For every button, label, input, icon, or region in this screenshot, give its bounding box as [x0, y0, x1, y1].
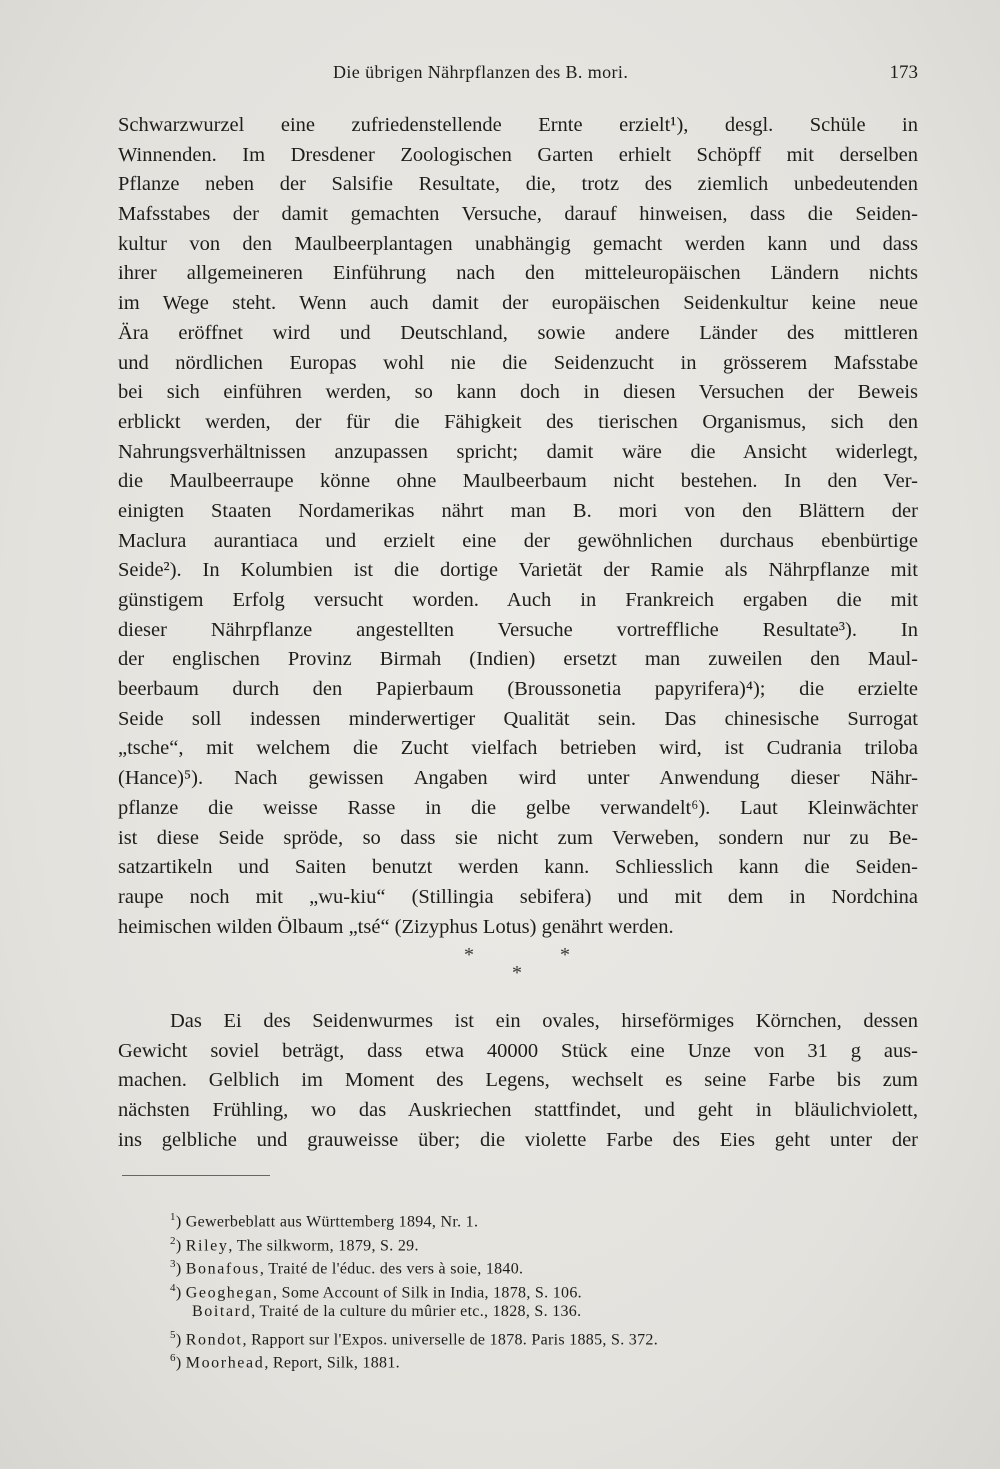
text-line: Seide²). In Kolumbien ist die dortige Varietät der Ramie als Nährpflanze mit — [118, 559, 918, 582]
footnote-1: $^1$) Gewerbeblatt aus Württemberg 1894, Nr. 1. — [170, 1211, 479, 1231]
paragraph-2 — [118, 1007, 918, 1155]
footnote-mark: 5 — [170, 1328, 176, 1341]
footnote-mark: 1 — [170, 1211, 176, 1223]
text-line: die Maulbeerraupe könne ohne Maulbeerbaum nicht bestehen. In den Ver- — [118, 470, 918, 493]
text-line: ist diese Seide spröde, so dass sie nicht zum Verweben, sondern nur zu Be- — [118, 826, 918, 849]
footnote-text: , Some Account of Silk in India, 1878, S. 106. — [273, 1283, 582, 1301]
paragraph-1 — [118, 111, 918, 942]
asterisk: * — [464, 944, 474, 966]
text-line: Pflanze neben der Salsifie Resultate, die, trotz des ziemlich unbedeutenden — [118, 173, 918, 196]
text-line: einigten Staaten Nordamerikas nährt man B. mori von den Blättern der — [118, 499, 918, 522]
footnote-text: Gewerbeblatt aus Württemberg 1894, Nr. 1. — [185, 1213, 479, 1231]
text-line: „tsche“, mit welchem die Zucht vielfach betrieben wird, ist Cudrania triloba — [118, 737, 918, 760]
text-line: Nahrungsverhältnissen anzupassen spricht; damit wäre die Ansicht widerlegt, — [118, 440, 918, 463]
section-separator — [0, 940, 1000, 984]
text-line: Das Ei des Seidenwurmes ist ein ovales, hirseförmiges Körnchen, dessen — [170, 1010, 918, 1032]
text-line: Gewicht soviel beträgt, dass etwa 40000 Stück eine Unze von 31 g aus- — [118, 1039, 918, 1062]
text-line: (Hance)⁵). Nach gewissen Angaben wird unter Anwendung dieser Nähr- — [118, 767, 918, 790]
footnote-mark: 6 — [170, 1352, 176, 1364]
footnote-mark: 4 — [170, 1281, 176, 1294]
footnote-6: $^6$) Moorhead, Report, Silk, 1881. — [170, 1352, 400, 1372]
footnote-text: , Traité de la culture du mûrier etc., 1828, S. 136. — [251, 1303, 582, 1320]
running-title: Die übrigen Nährpflanzen des B. mori. — [333, 62, 629, 82]
text-line: der englischen Provinz Birmah (Indien) ersetzt man zuweilen den Maul- — [118, 648, 918, 671]
text-line: beerbaum durch den Papierbaum (Broussonetia papyrifera)⁴); die erzielte — [118, 678, 918, 701]
text-line: Maclura aurantiaca und erzielt eine der gewöhnlichen durchaus ebenbürtige — [118, 529, 918, 552]
text-line: Mafsstabes der damit gemachten Versuche, darauf hinweisen, dass die Seiden- — [118, 203, 918, 226]
text-line: Schwarzwurzel eine zufriedenstellende Ernte erzielt¹), desgl. Schüle in — [118, 114, 918, 136]
footnote-author: Rondot — [185, 1330, 243, 1348]
text-line: kultur von den Maulbeerplantagen unabhängig gemacht werden kann und dass — [118, 232, 918, 255]
asterisk: * — [560, 944, 570, 966]
text-line: günstigem Erfolg versucht worden. Auch in Frankreich ergaben die mit — [118, 589, 918, 611]
footnote-text: , Traité de l'éduc. des vers à soie, 1840. — [259, 1260, 524, 1278]
footnotes — [170, 1206, 890, 1371]
footnote-author: Moorhead — [185, 1354, 265, 1372]
footnote-3: $^3$) Bonafous, Traité de l'éduc. des vers à soie, 1840. — [170, 1258, 524, 1278]
footnote-text: , Rapport sur l'Expos. universelle de 1878. Paris 1885, S. 372. — [242, 1330, 658, 1348]
text-line: bei sich einführen werden, so kann doch in diesen Versuchen der Beweis — [118, 381, 918, 404]
text-line: im Wege steht. Wenn auch damit der europäischen Seidenkultur keine neue — [118, 292, 918, 315]
page-header — [118, 62, 918, 92]
footnote-text: , The silkworm, 1879, S. 29. — [228, 1236, 419, 1254]
page-number: 173 — [889, 62, 918, 83]
footnote-author: Boitard — [192, 1303, 252, 1320]
text-line: ihrer allgemeineren Einführung nach den mitteleuropäischen Ländern nichts — [118, 262, 918, 285]
text-line: Ära eröffnet wird und Deutschland, sowie andere Länder des mittleren — [118, 321, 918, 344]
footnote-author: Riley — [185, 1236, 229, 1254]
footnote-2: $^2$) Riley, The silkworm, 1879, S. 29. — [170, 1234, 419, 1254]
text-line: pflanze die weisse Rasse in die gelbe verwandelt⁶). Laut Kleinwächter — [118, 796, 918, 819]
text-line: heimischen wilden Ölbaum „tsé“ (Zizyphus Lotus) genährt werden. — [118, 915, 674, 938]
text-line: Seide soll indessen minderwertiger Qualität sein. Das chinesische Surrogat — [118, 707, 918, 730]
asterisk: * — [512, 962, 522, 984]
footnote-4b — [170, 1300, 890, 1324]
text-line: ins gelbliche und grauweisse über; die violette Farbe des Eies geht unter der — [118, 1128, 918, 1151]
footnote-5: $^5$) Rondot, Rapport sur l'Expos. universelle de 1878. Paris 1885, S. 372. — [170, 1328, 658, 1348]
text-line: nächsten Frühling, wo das Auskriechen stattfindet, und geht in bläulichviolett, — [118, 1099, 918, 1122]
footnote-rule — [122, 1175, 270, 1176]
text-line: dieser Nährpflanze angestellten Versuche vortreffliche Resultate³). In — [118, 618, 918, 641]
text-line: Winnenden. Im Dresdener Zoologischen Garten erhielt Schöpff mit derselben — [118, 143, 918, 166]
text-line: und nördlichen Europas wohl nie die Seidenzucht in grösserem Mafsstabe — [118, 351, 918, 374]
text-line: machen. Gelblich im Moment des Legens, wechselt es seine Farbe bis zum — [118, 1069, 918, 1092]
footnote-mark: 3 — [170, 1258, 176, 1270]
footnote-author: Geoghegan — [185, 1283, 274, 1301]
footnote-text: , Report, Silk, 1881. — [264, 1354, 400, 1372]
footnote-mark: 2 — [170, 1234, 176, 1247]
text-line: satzartikeln und Saiten benutzt werden kann. Schliesslich kann die Seiden- — [118, 856, 918, 879]
text-line: erblickt werden, der für die Fähigkeit des tierischen Organismus, sich den — [118, 410, 918, 433]
text-line: raupe noch mit „wu-kiu“ (Stillingia sebifera) und mit dem in Nordchina — [118, 885, 918, 908]
footnote-4: $^4$) Geoghegan, Some Account of Silk in India, 1878, S. 106. — [170, 1281, 582, 1301]
footnote-author: Bonafous — [185, 1260, 260, 1278]
